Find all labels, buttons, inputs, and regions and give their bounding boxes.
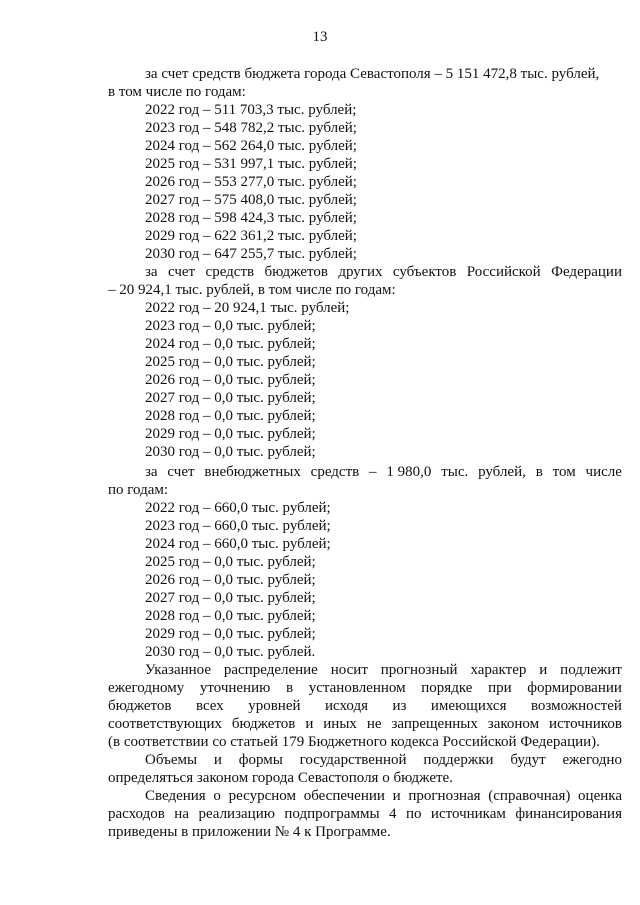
other-subjects-year-2028: 2028 год – 0,0 тыс. рублей; (145, 408, 316, 424)
support-para-line-2: определяться законом города Севастополя о бюджете. (108, 770, 453, 786)
word: средств (205, 264, 255, 280)
word: о (213, 788, 221, 804)
sevastopol-year-2028: 2028 год – 598 424,3 тыс. рублей; (145, 210, 357, 226)
sevastopol-year-2022: 2022 год – 511 703,3 тыс. рублей; (145, 102, 357, 118)
other-subjects-intro (145, 263, 622, 281)
word: по (405, 806, 422, 822)
word: и (539, 662, 548, 678)
word: уточнению (199, 680, 271, 696)
sevastopol-year-2023: 2023 год – 548 782,2 тыс. рублей; (145, 120, 357, 136)
word: формы (238, 752, 283, 768)
other-subjects-year-2027: 2027 год – 0,0 тыс. рублей; (145, 390, 316, 406)
word: носит (330, 662, 368, 678)
word: источников (549, 716, 622, 732)
word: распределение (223, 662, 318, 678)
word: ресурсном (228, 788, 296, 804)
distribution-para-line-4 (108, 715, 622, 733)
word: исходя (324, 698, 368, 714)
word: поддержки (423, 752, 494, 768)
word: в (535, 464, 543, 480)
support-para-line-1 (145, 751, 622, 769)
word: будут (510, 752, 546, 768)
word: внебюджетных (204, 464, 301, 480)
word: установленном (308, 680, 406, 696)
word: Указанное (145, 662, 211, 678)
other-subjects-year-2022: 2022 год – 20 924,1 тыс. рублей; (145, 300, 350, 316)
distribution-para-line-5: (в соответствии со статьей 179 Бюджетного кодекса Российской Федерации). (108, 734, 600, 750)
word: подпрограммы (284, 806, 380, 822)
other-subjects-intro-cont: – 20 924,1 тыс. рублей, в том числе по годам: (108, 282, 396, 298)
word: бюджетов (108, 698, 172, 714)
other-subjects-year-2023: 2023 год – 0,0 тыс. рублей; (145, 318, 316, 334)
word: реализацию (198, 806, 275, 822)
other-subjects-year-2029: 2029 год – 0,0 тыс. рублей; (145, 426, 316, 442)
sevastopol-year-2027: 2027 год – 575 408,0 тыс. рублей; (145, 192, 357, 208)
word: бюджетов (231, 716, 296, 732)
offbudget-year-2023: 2023 год – 660,0 тыс. рублей; (145, 518, 331, 534)
word: подлежит (560, 662, 622, 678)
sevastopol-year-2029: 2029 год – 622 361,2 тыс. рублей; (145, 228, 357, 244)
word: при (488, 680, 512, 696)
word: запрещенных (391, 716, 478, 732)
other-subjects-year-2024: 2024 год – 0,0 тыс. рублей; (145, 336, 316, 352)
sevastopol-year-2030: 2030 год – 647 255,7 тыс. рублей; (145, 246, 357, 262)
word: за (145, 464, 158, 480)
resources-para-line-3: приведены в приложении № 4 к Программе. (108, 824, 391, 840)
other-subjects-year-2025: 2025 год – 0,0 тыс. рублей; (145, 354, 316, 370)
resources-para-line-2 (108, 805, 622, 823)
word: в (285, 680, 294, 696)
word: числе (585, 464, 622, 480)
offbudget-year-2026: 2026 год – 0,0 тыс. рублей; (145, 572, 316, 588)
word: государственной (299, 752, 407, 768)
word: прогнозный (380, 662, 458, 678)
word: том (552, 464, 576, 480)
other-subjects-year-2026: 2026 год – 0,0 тыс. рублей; (145, 372, 316, 388)
word: ежегодно (562, 752, 622, 768)
word: Сведения (145, 788, 206, 804)
sevastopol-budget-intro: за счет средств бюджета города Севастополя – 5 151 472,8 тыс. рублей, (145, 66, 600, 82)
word: рублей, (478, 464, 526, 480)
word: обеспечении (303, 788, 385, 804)
word: счет (167, 464, 195, 480)
word: Объемы (145, 752, 198, 768)
word: Российской (466, 264, 541, 280)
word: (справочная) (488, 788, 571, 804)
offbudget-year-2025: 2025 год – 0,0 тыс. рублей; (145, 554, 316, 570)
sevastopol-year-2024: 2024 год – 562 264,0 тыс. рублей; (145, 138, 357, 154)
offbudget-year-2028: 2028 год – 0,0 тыс. рублей; (145, 608, 316, 624)
word: за (145, 264, 158, 280)
word: оценка (578, 788, 622, 804)
distribution-para-line-2 (108, 679, 622, 697)
word: законом (487, 716, 540, 732)
word: порядке (421, 680, 473, 696)
word: соответствующих (108, 716, 222, 732)
word: 1 980,0 (386, 464, 432, 480)
word: иных (323, 716, 357, 732)
offbudget-year-2029: 2029 год – 0,0 тыс. рублей; (145, 626, 316, 642)
word: других (338, 264, 383, 280)
offbudget-year-2024: 2024 год – 660,0 тыс. рублей; (145, 536, 331, 552)
word: и (213, 752, 222, 768)
word: на (174, 806, 189, 822)
word: финансирования (515, 806, 622, 822)
word: тыс. (441, 464, 469, 480)
word: – (369, 464, 377, 480)
word: Федерации (551, 264, 622, 280)
distribution-para-line-1 (145, 661, 622, 679)
offbudget-year-2022: 2022 год – 660,0 тыс. рублей; (145, 500, 331, 516)
word: и (305, 716, 314, 732)
word: ежегодному (108, 680, 185, 696)
offbudget-intro-cont: по годам: (108, 482, 169, 498)
sevastopol-budget-intro-cont: в том числе по годам: (108, 84, 246, 100)
word: не (366, 716, 382, 732)
offbudget-year-2027: 2027 год – 0,0 тыс. рублей; (145, 590, 316, 606)
word: источникам (430, 806, 506, 822)
other-subjects-year-2030: 2030 год – 0,0 тыс. рублей; (145, 444, 316, 460)
word: уровней (248, 698, 301, 714)
word: всех (195, 698, 224, 714)
word: расходов (108, 806, 165, 822)
word: характер (470, 662, 527, 678)
word: возможностей (530, 698, 622, 714)
distribution-para-line-3 (108, 697, 622, 715)
sevastopol-year-2025: 2025 год – 531 997,1 тыс. рублей; (145, 156, 357, 172)
word: счет (168, 264, 196, 280)
word: формировании (527, 680, 622, 696)
sevastopol-year-2026: 2026 год – 553 277,0 тыс. рублей; (145, 174, 357, 190)
offbudget-intro (145, 463, 622, 481)
word: субъектов (392, 264, 457, 280)
page-number: 13 (312, 29, 328, 45)
word: и (392, 788, 401, 804)
word: бюджетов (264, 264, 328, 280)
word: 4 (388, 806, 397, 822)
word: прогнозная (408, 788, 481, 804)
word: средств (310, 464, 360, 480)
word: из (392, 698, 407, 714)
word: имеющихся (430, 698, 507, 714)
offbudget-year-2030: 2030 год – 0,0 тыс. рублей. (145, 644, 316, 660)
resources-para-line-1 (145, 787, 622, 805)
